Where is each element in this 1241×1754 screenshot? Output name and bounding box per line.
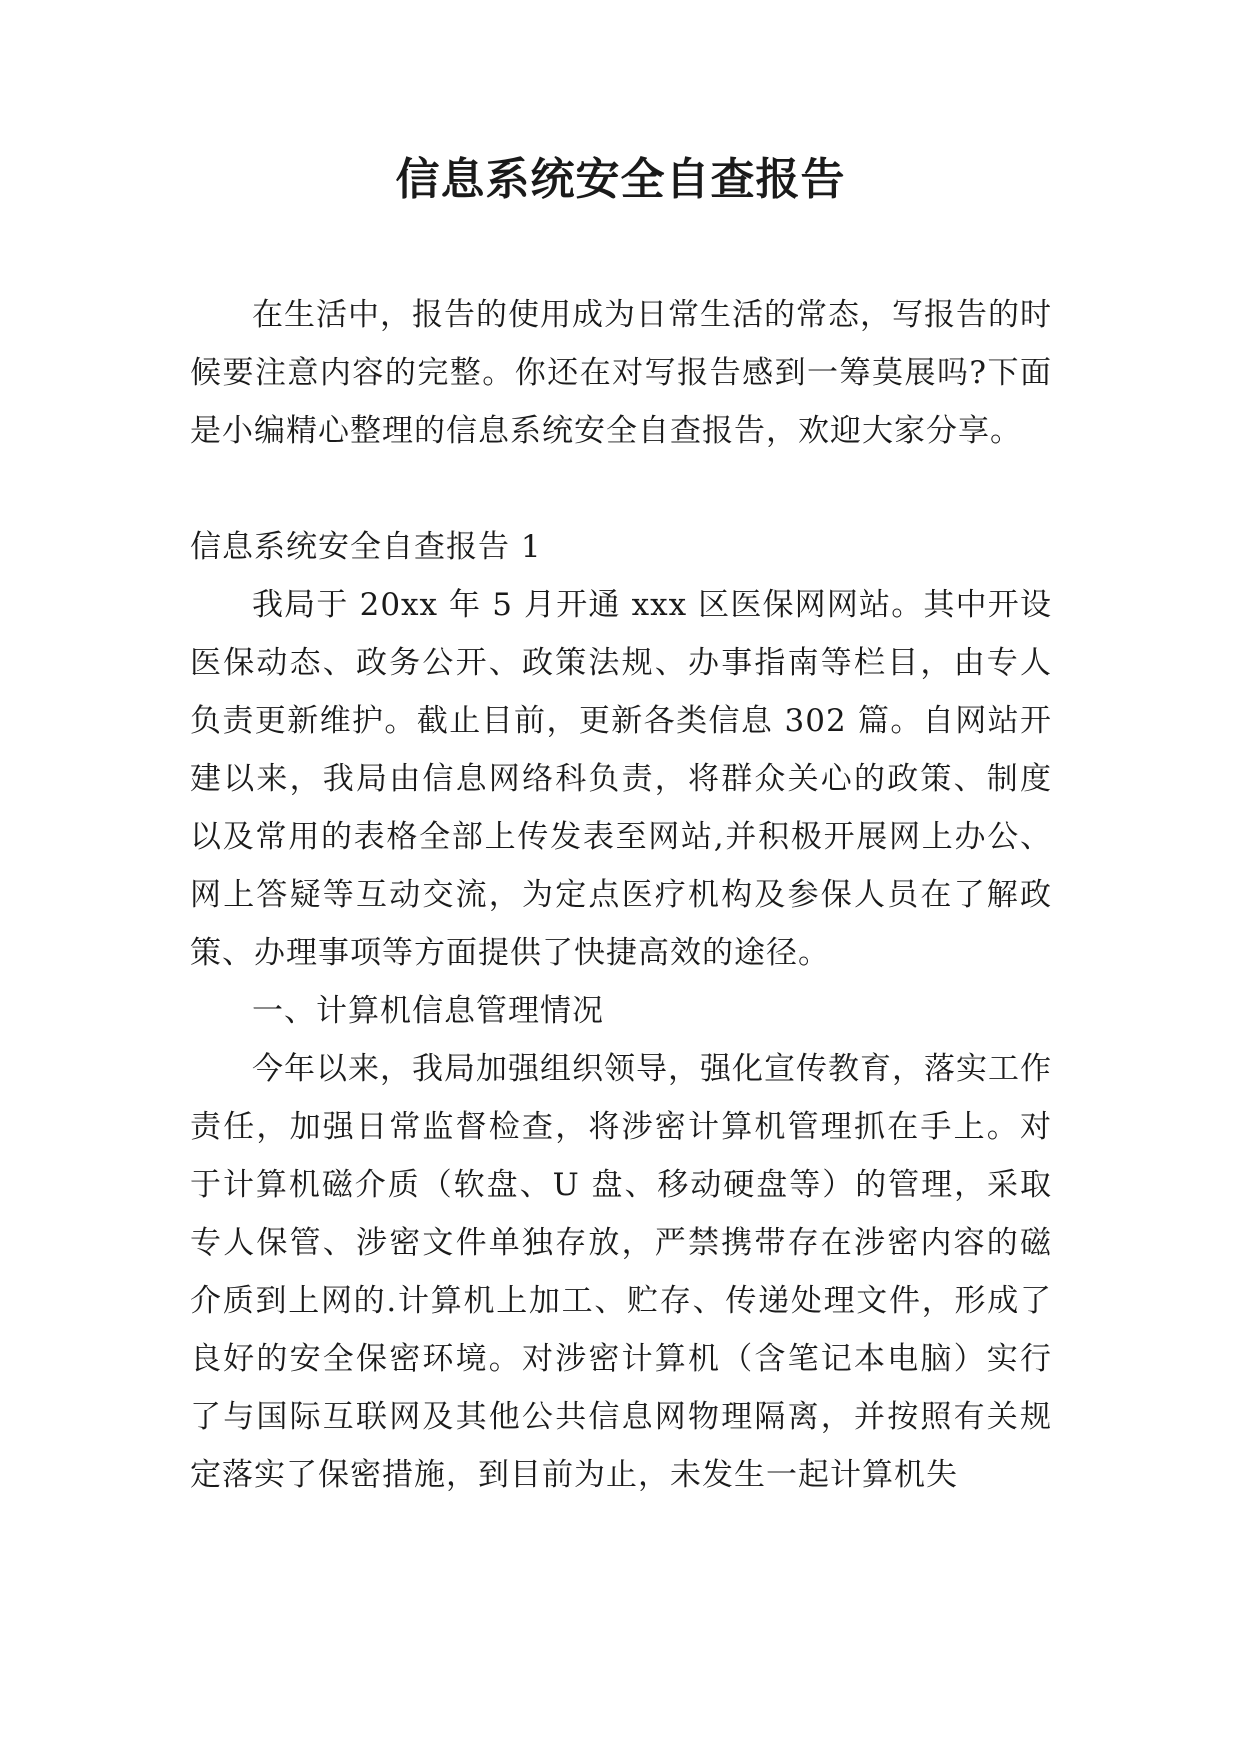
section-title: 信息系统安全自查报告 1 xyxy=(190,529,542,565)
intro-paragraph: 在生活中，报告的使用成为日常生活的常态，写报告的时候要注意内容的完整。你还在对写报告感到一筹莫展吗?下面是小编精心整理的信息系统安全自查报告，欢迎大家分享。 xyxy=(190,297,1052,449)
section-heading-1: 一、计算机信息管理情况 xyxy=(252,993,604,1029)
document-body xyxy=(190,286,1052,1504)
body-paragraph-1: 我局于 20xx 年 5 月开通 xxx 区医保网网站。其中开设医保动态、政务公开、政策法规、办事指南等栏目，由专人负责更新维护。截止目前，更新各类信息 302 篇。自网站开建以来，我局由信息网络科负责，将群众关心的政策、制度以及常用的表格全部上传发表至网站,并积极开展网上办公、网上答疑等互动交流，为定点医疗机构及参保人员在了解政策、办理事项等方面提供了快捷高效的途径。 xyxy=(190,587,1052,971)
paragraph-gap xyxy=(190,460,1052,518)
document-title: 信息系统安全自查报告 xyxy=(395,154,846,205)
body-paragraph-2: 今年以来，我局加强组织领导，强化宣传教育，落实工作责任，加强日常监督检查，将涉密计算机管理抓在手上。对于计算机磁介质（软盘、U 盘、移动硬盘等）的管理，采取专人保管、涉密文件单独存放，严禁携带存在涉密内容的磁介质到上网的.计算机上加工、贮存、传递处理文件，形成了良好的安全保密环境。对涉密计算机（含笔记本电脑）实行了与国际互联网及其他公共信息网物理隔离，并按照有关规定落实了保密措施，到目前为止，未发生一起计算机失 xyxy=(190,1051,1052,1493)
